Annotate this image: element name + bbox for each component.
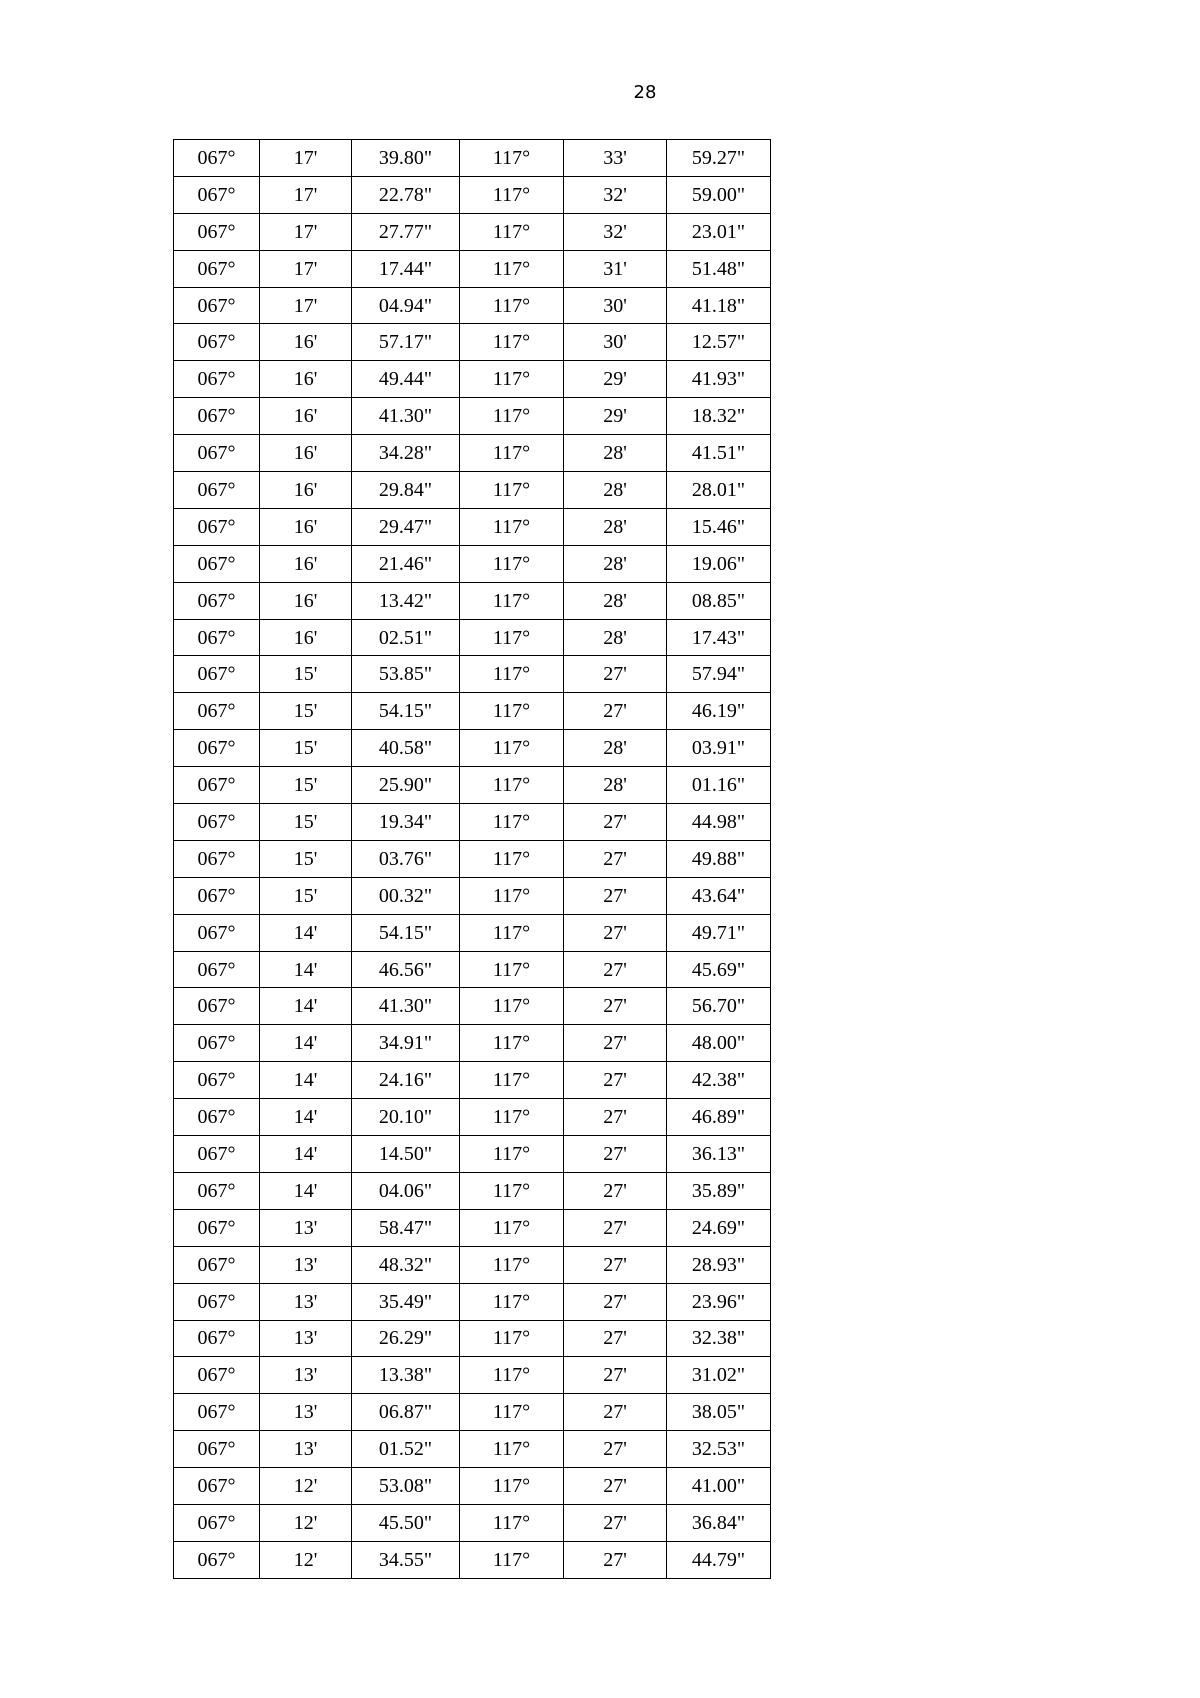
cell-lon-minutes: 27' <box>564 1099 667 1136</box>
cell-lat-seconds: 39.80" <box>352 140 460 177</box>
table-row <box>174 250 771 287</box>
cell-lon-degrees: 117° <box>460 619 564 656</box>
cell-lon-minutes: 31' <box>564 250 667 287</box>
cell-lon-minutes: 27' <box>564 1062 667 1099</box>
cell-lon-degrees: 117° <box>460 914 564 951</box>
cell-lon-seconds: 38.05" <box>667 1394 771 1431</box>
table-row <box>174 1468 771 1505</box>
cell-lat-minutes: 16' <box>260 361 352 398</box>
cell-lon-degrees: 117° <box>460 1541 564 1578</box>
cell-lon-degrees: 117° <box>460 176 564 213</box>
cell-lon-seconds: 46.19" <box>667 693 771 730</box>
cell-lat-seconds: 41.30" <box>352 398 460 435</box>
cell-lat-minutes: 15' <box>260 656 352 693</box>
cell-lat-minutes: 17' <box>260 213 352 250</box>
cell-lat-seconds: 58.47" <box>352 1209 460 1246</box>
cell-lat-minutes: 13' <box>260 1246 352 1283</box>
cell-lat-degrees: 067° <box>174 140 260 177</box>
cell-lat-seconds: 53.85" <box>352 656 460 693</box>
cell-lat-degrees: 067° <box>174 877 260 914</box>
cell-lon-seconds: 23.01" <box>667 213 771 250</box>
cell-lat-minutes: 13' <box>260 1357 352 1394</box>
cell-lon-degrees: 117° <box>460 730 564 767</box>
cell-lat-minutes: 17' <box>260 287 352 324</box>
cell-lat-minutes: 14' <box>260 1025 352 1062</box>
cell-lon-minutes: 29' <box>564 398 667 435</box>
cell-lat-seconds: 34.55" <box>352 1541 460 1578</box>
cell-lat-minutes: 14' <box>260 914 352 951</box>
cell-lon-seconds: 28.01" <box>667 472 771 509</box>
cell-lat-seconds: 34.91" <box>352 1025 460 1062</box>
cell-lon-seconds: 19.06" <box>667 545 771 582</box>
cell-lon-degrees: 117° <box>460 398 564 435</box>
cell-lat-degrees: 067° <box>174 840 260 877</box>
cell-lon-seconds: 46.89" <box>667 1099 771 1136</box>
cell-lon-degrees: 117° <box>460 545 564 582</box>
cell-lat-minutes: 15' <box>260 840 352 877</box>
cell-lon-degrees: 117° <box>460 1357 564 1394</box>
cell-lat-minutes: 16' <box>260 324 352 361</box>
cell-lon-degrees: 117° <box>460 140 564 177</box>
table-row <box>174 619 771 656</box>
table-row <box>174 545 771 582</box>
cell-lat-minutes: 16' <box>260 508 352 545</box>
cell-lon-minutes: 27' <box>564 914 667 951</box>
cell-lat-minutes: 12' <box>260 1504 352 1541</box>
cell-lat-minutes: 14' <box>260 1136 352 1173</box>
cell-lat-minutes: 16' <box>260 398 352 435</box>
table-row <box>174 1246 771 1283</box>
cell-lon-seconds: 49.71" <box>667 914 771 951</box>
cell-lon-degrees: 117° <box>460 877 564 914</box>
cell-lon-seconds: 45.69" <box>667 951 771 988</box>
cell-lat-degrees: 067° <box>174 1357 260 1394</box>
cell-lon-minutes: 27' <box>564 1504 667 1541</box>
cell-lat-degrees: 067° <box>174 1468 260 1505</box>
table-row <box>174 1320 771 1357</box>
cell-lat-minutes: 15' <box>260 877 352 914</box>
cell-lon-seconds: 57.94" <box>667 656 771 693</box>
cell-lon-degrees: 117° <box>460 287 564 324</box>
cell-lon-degrees: 117° <box>460 361 564 398</box>
cell-lat-degrees: 067° <box>174 176 260 213</box>
cell-lon-seconds: 59.00" <box>667 176 771 213</box>
coordinates-table-body <box>174 140 771 1579</box>
cell-lon-degrees: 117° <box>460 508 564 545</box>
cell-lat-minutes: 16' <box>260 619 352 656</box>
table-row <box>174 1209 771 1246</box>
cell-lon-minutes: 27' <box>564 1431 667 1468</box>
cell-lon-degrees: 117° <box>460 1431 564 1468</box>
cell-lat-seconds: 41.30" <box>352 988 460 1025</box>
table-row <box>174 1172 771 1209</box>
cell-lon-minutes: 27' <box>564 804 667 841</box>
cell-lon-seconds: 32.38" <box>667 1320 771 1357</box>
cell-lon-degrees: 117° <box>460 1209 564 1246</box>
table-row <box>174 176 771 213</box>
cell-lon-minutes: 28' <box>564 730 667 767</box>
table-row <box>174 287 771 324</box>
table-row <box>174 840 771 877</box>
cell-lon-seconds: 36.13" <box>667 1136 771 1173</box>
table-row <box>174 914 771 951</box>
cell-lat-minutes: 13' <box>260 1394 352 1431</box>
table-row <box>174 140 771 177</box>
cell-lat-seconds: 26.29" <box>352 1320 460 1357</box>
cell-lat-seconds: 54.15" <box>352 914 460 951</box>
cell-lat-degrees: 067° <box>174 287 260 324</box>
cell-lon-seconds: 36.84" <box>667 1504 771 1541</box>
table-row <box>174 693 771 730</box>
cell-lon-seconds: 44.79" <box>667 1541 771 1578</box>
cell-lat-seconds: 17.44" <box>352 250 460 287</box>
page-number: 28 <box>633 82 657 103</box>
cell-lat-seconds: 29.47" <box>352 508 460 545</box>
cell-lat-degrees: 067° <box>174 1172 260 1209</box>
cell-lat-degrees: 067° <box>174 951 260 988</box>
cell-lat-degrees: 067° <box>174 1136 260 1173</box>
cell-lat-seconds: 45.50" <box>352 1504 460 1541</box>
cell-lat-degrees: 067° <box>174 435 260 472</box>
cell-lat-degrees: 067° <box>174 1431 260 1468</box>
cell-lat-minutes: 16' <box>260 545 352 582</box>
cell-lat-minutes: 13' <box>260 1320 352 1357</box>
cell-lat-degrees: 067° <box>174 914 260 951</box>
cell-lon-degrees: 117° <box>460 767 564 804</box>
cell-lon-degrees: 117° <box>460 1246 564 1283</box>
cell-lon-seconds: 28.93" <box>667 1246 771 1283</box>
cell-lat-degrees: 067° <box>174 398 260 435</box>
cell-lat-minutes: 17' <box>260 140 352 177</box>
cell-lon-seconds: 51.48" <box>667 250 771 287</box>
cell-lat-seconds: 00.32" <box>352 877 460 914</box>
cell-lat-seconds: 29.84" <box>352 472 460 509</box>
cell-lat-minutes: 12' <box>260 1468 352 1505</box>
cell-lat-minutes: 12' <box>260 1541 352 1578</box>
cell-lon-minutes: 27' <box>564 1320 667 1357</box>
cell-lon-degrees: 117° <box>460 1320 564 1357</box>
table-row <box>174 508 771 545</box>
cell-lat-seconds: 21.46" <box>352 545 460 582</box>
table-row <box>174 1062 771 1099</box>
cell-lat-minutes: 13' <box>260 1283 352 1320</box>
cell-lat-seconds: 06.87" <box>352 1394 460 1431</box>
cell-lat-seconds: 25.90" <box>352 767 460 804</box>
cell-lon-minutes: 28' <box>564 619 667 656</box>
cell-lon-minutes: 27' <box>564 656 667 693</box>
cell-lon-minutes: 28' <box>564 767 667 804</box>
cell-lat-seconds: 49.44" <box>352 361 460 398</box>
cell-lon-seconds: 44.98" <box>667 804 771 841</box>
cell-lon-degrees: 117° <box>460 988 564 1025</box>
cell-lat-seconds: 57.17" <box>352 324 460 361</box>
table-row <box>174 1504 771 1541</box>
cell-lat-seconds: 27.77" <box>352 213 460 250</box>
cell-lat-seconds: 22.78" <box>352 176 460 213</box>
table-row <box>174 1357 771 1394</box>
cell-lon-minutes: 32' <box>564 213 667 250</box>
cell-lat-minutes: 14' <box>260 1099 352 1136</box>
cell-lat-minutes: 16' <box>260 435 352 472</box>
cell-lat-minutes: 16' <box>260 582 352 619</box>
cell-lon-seconds: 59.27" <box>667 140 771 177</box>
cell-lat-degrees: 067° <box>174 361 260 398</box>
cell-lon-seconds: 41.00" <box>667 1468 771 1505</box>
cell-lat-degrees: 067° <box>174 1283 260 1320</box>
cell-lat-degrees: 067° <box>174 582 260 619</box>
cell-lon-minutes: 27' <box>564 1172 667 1209</box>
cell-lat-degrees: 067° <box>174 693 260 730</box>
table-row <box>174 361 771 398</box>
table-row <box>174 877 771 914</box>
cell-lon-degrees: 117° <box>460 472 564 509</box>
table-row <box>174 472 771 509</box>
cell-lat-minutes: 14' <box>260 951 352 988</box>
table-row <box>174 324 771 361</box>
cell-lat-seconds: 14.50" <box>352 1136 460 1173</box>
cell-lon-degrees: 117° <box>460 804 564 841</box>
cell-lon-minutes: 27' <box>564 1025 667 1062</box>
cell-lat-minutes: 15' <box>260 730 352 767</box>
table-row <box>174 1025 771 1062</box>
cell-lon-seconds: 23.96" <box>667 1283 771 1320</box>
cell-lat-minutes: 17' <box>260 176 352 213</box>
table-row <box>174 951 771 988</box>
cell-lat-degrees: 067° <box>174 213 260 250</box>
cell-lon-seconds: 24.69" <box>667 1209 771 1246</box>
cell-lat-minutes: 15' <box>260 804 352 841</box>
cell-lat-seconds: 35.49" <box>352 1283 460 1320</box>
cell-lat-degrees: 067° <box>174 1062 260 1099</box>
cell-lon-seconds: 41.51" <box>667 435 771 472</box>
cell-lon-seconds: 12.57" <box>667 324 771 361</box>
cell-lon-degrees: 117° <box>460 324 564 361</box>
cell-lon-minutes: 27' <box>564 1283 667 1320</box>
cell-lat-minutes: 15' <box>260 767 352 804</box>
cell-lat-minutes: 16' <box>260 472 352 509</box>
table-row <box>174 1394 771 1431</box>
cell-lat-seconds: 13.38" <box>352 1357 460 1394</box>
table-row <box>174 988 771 1025</box>
cell-lat-seconds: 34.28" <box>352 435 460 472</box>
cell-lat-seconds: 20.10" <box>352 1099 460 1136</box>
table-row <box>174 435 771 472</box>
cell-lat-minutes: 13' <box>260 1431 352 1468</box>
cell-lon-seconds: 32.53" <box>667 1431 771 1468</box>
cell-lat-seconds: 19.34" <box>352 804 460 841</box>
cell-lon-degrees: 117° <box>460 213 564 250</box>
cell-lat-seconds: 46.56" <box>352 951 460 988</box>
cell-lon-degrees: 117° <box>460 951 564 988</box>
cell-lon-minutes: 27' <box>564 1394 667 1431</box>
cell-lon-minutes: 27' <box>564 1136 667 1173</box>
cell-lat-degrees: 067° <box>174 656 260 693</box>
cell-lon-degrees: 117° <box>460 435 564 472</box>
cell-lon-seconds: 42.38" <box>667 1062 771 1099</box>
cell-lat-seconds: 24.16" <box>352 1062 460 1099</box>
cell-lat-degrees: 067° <box>174 545 260 582</box>
table-row <box>174 1541 771 1578</box>
cell-lon-seconds: 08.85" <box>667 582 771 619</box>
table-row <box>174 656 771 693</box>
cell-lon-minutes: 30' <box>564 324 667 361</box>
cell-lat-minutes: 14' <box>260 988 352 1025</box>
cell-lon-minutes: 27' <box>564 1468 667 1505</box>
cell-lat-minutes: 14' <box>260 1172 352 1209</box>
cell-lon-seconds: 01.16" <box>667 767 771 804</box>
cell-lat-degrees: 067° <box>174 1394 260 1431</box>
cell-lon-minutes: 29' <box>564 361 667 398</box>
cell-lat-degrees: 067° <box>174 767 260 804</box>
cell-lat-seconds: 04.06" <box>352 1172 460 1209</box>
table-row <box>174 730 771 767</box>
cell-lat-degrees: 067° <box>174 988 260 1025</box>
cell-lon-minutes: 27' <box>564 840 667 877</box>
cell-lon-minutes: 27' <box>564 1246 667 1283</box>
cell-lon-degrees: 117° <box>460 1504 564 1541</box>
cell-lon-minutes: 27' <box>564 1357 667 1394</box>
cell-lon-minutes: 28' <box>564 582 667 619</box>
table-row <box>174 1099 771 1136</box>
cell-lon-seconds: 17.43" <box>667 619 771 656</box>
cell-lon-minutes: 27' <box>564 693 667 730</box>
cell-lon-seconds: 41.18" <box>667 287 771 324</box>
cell-lat-seconds: 40.58" <box>352 730 460 767</box>
cell-lat-degrees: 067° <box>174 1025 260 1062</box>
cell-lat-degrees: 067° <box>174 1209 260 1246</box>
cell-lat-minutes: 15' <box>260 693 352 730</box>
cell-lon-minutes: 28' <box>564 472 667 509</box>
table-row <box>174 213 771 250</box>
cell-lat-minutes: 17' <box>260 250 352 287</box>
cell-lon-minutes: 27' <box>564 877 667 914</box>
cell-lon-minutes: 27' <box>564 1541 667 1578</box>
cell-lat-seconds: 02.51" <box>352 619 460 656</box>
cell-lon-minutes: 27' <box>564 951 667 988</box>
cell-lat-degrees: 067° <box>174 1246 260 1283</box>
cell-lon-degrees: 117° <box>460 1283 564 1320</box>
cell-lon-degrees: 117° <box>460 1136 564 1173</box>
cell-lat-seconds: 01.52" <box>352 1431 460 1468</box>
cell-lon-degrees: 117° <box>460 656 564 693</box>
cell-lon-minutes: 30' <box>564 287 667 324</box>
table-row <box>174 398 771 435</box>
cell-lon-seconds: 35.89" <box>667 1172 771 1209</box>
cell-lat-degrees: 067° <box>174 1099 260 1136</box>
cell-lon-seconds: 31.02" <box>667 1357 771 1394</box>
cell-lat-seconds: 54.15" <box>352 693 460 730</box>
table-row <box>174 804 771 841</box>
table-row <box>174 582 771 619</box>
coordinates-table <box>173 139 771 1579</box>
cell-lon-degrees: 117° <box>460 840 564 877</box>
cell-lat-degrees: 067° <box>174 730 260 767</box>
cell-lat-minutes: 14' <box>260 1062 352 1099</box>
cell-lon-minutes: 33' <box>564 140 667 177</box>
table-row <box>174 1283 771 1320</box>
cell-lon-seconds: 18.32" <box>667 398 771 435</box>
cell-lon-seconds: 15.46" <box>667 508 771 545</box>
cell-lat-degrees: 067° <box>174 250 260 287</box>
cell-lat-seconds: 53.08" <box>352 1468 460 1505</box>
cell-lat-seconds: 03.76" <box>352 840 460 877</box>
cell-lon-seconds: 41.93" <box>667 361 771 398</box>
cell-lon-degrees: 117° <box>460 1099 564 1136</box>
table-row <box>174 1431 771 1468</box>
table-row <box>174 767 771 804</box>
cell-lat-seconds: 48.32" <box>352 1246 460 1283</box>
cell-lat-seconds: 13.42" <box>352 582 460 619</box>
cell-lat-degrees: 067° <box>174 1541 260 1578</box>
cell-lon-seconds: 56.70" <box>667 988 771 1025</box>
cell-lon-minutes: 28' <box>564 545 667 582</box>
cell-lon-minutes: 28' <box>564 508 667 545</box>
cell-lon-degrees: 117° <box>460 582 564 619</box>
cell-lat-degrees: 067° <box>174 1320 260 1357</box>
cell-lon-minutes: 28' <box>564 435 667 472</box>
cell-lat-degrees: 067° <box>174 1504 260 1541</box>
cell-lon-seconds: 03.91" <box>667 730 771 767</box>
cell-lat-minutes: 13' <box>260 1209 352 1246</box>
cell-lon-degrees: 117° <box>460 250 564 287</box>
cell-lon-degrees: 117° <box>460 1025 564 1062</box>
cell-lon-degrees: 117° <box>460 1062 564 1099</box>
cell-lon-minutes: 27' <box>564 1209 667 1246</box>
cell-lon-seconds: 48.00" <box>667 1025 771 1062</box>
cell-lon-degrees: 117° <box>460 1468 564 1505</box>
cell-lon-seconds: 43.64" <box>667 877 771 914</box>
cell-lon-minutes: 27' <box>564 988 667 1025</box>
table-row <box>174 1136 771 1173</box>
cell-lon-degrees: 117° <box>460 1172 564 1209</box>
cell-lat-degrees: 067° <box>174 508 260 545</box>
cell-lon-minutes: 32' <box>564 176 667 213</box>
cell-lon-seconds: 49.88" <box>667 840 771 877</box>
cell-lon-degrees: 117° <box>460 1394 564 1431</box>
cell-lon-degrees: 117° <box>460 693 564 730</box>
cell-lat-degrees: 067° <box>174 619 260 656</box>
cell-lat-seconds: 04.94" <box>352 287 460 324</box>
cell-lat-degrees: 067° <box>174 804 260 841</box>
cell-lat-degrees: 067° <box>174 324 260 361</box>
cell-lat-degrees: 067° <box>174 472 260 509</box>
